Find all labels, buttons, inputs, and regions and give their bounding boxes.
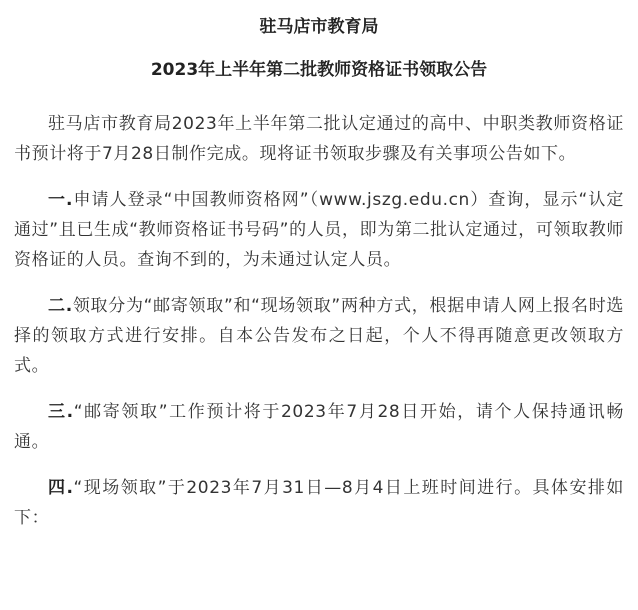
- issuing-organization: 驻马店市教育局: [259, 17, 379, 37]
- section-4-text: “现场领取”于2023年7月31日—8月4日上班时间进行。具体安排如下：: [14, 478, 624, 528]
- section-1-number: 一.: [48, 190, 74, 210]
- section-1: [14, 185, 624, 275]
- section-2-text: 领取分为“邮寄领取”和“现场领取”两种方式，根据申请人网上报名时选择的领取方式进行安排。自本公告发布之日起，个人不得再随意更改领取方式。: [14, 296, 624, 376]
- section-4: [14, 473, 624, 533]
- announcement-title: 2023年上半年第二批教师资格证书领取公告: [150, 60, 488, 80]
- section-3-text: “邮寄领取”工作预计将于2023年7月28日开始，请个人保持通讯畅通。: [14, 402, 624, 452]
- section-3-number: 三.: [48, 402, 74, 422]
- section-2: [14, 291, 624, 381]
- section-2-number: 二.: [48, 296, 73, 316]
- section-1-text: 申请人登录“中国教师资格网”（www.jszg.edu.cn）查询，显示“认定通过”且已生成“教师资格证书号码”的人员，即为第二批认定通过，可领取教师资格证的人员。查询不到的，为未通过认定人员。: [14, 190, 624, 270]
- section-4-number: 四.: [48, 478, 74, 498]
- section-3: [14, 397, 624, 457]
- intro-paragraph: 驻马店市教育局2023年上半年第二批认定通过的高中、中职类教师资格证书预计将于7月28日制作完成。现将证书领取步骤及有关事项公告如下。: [14, 114, 624, 164]
